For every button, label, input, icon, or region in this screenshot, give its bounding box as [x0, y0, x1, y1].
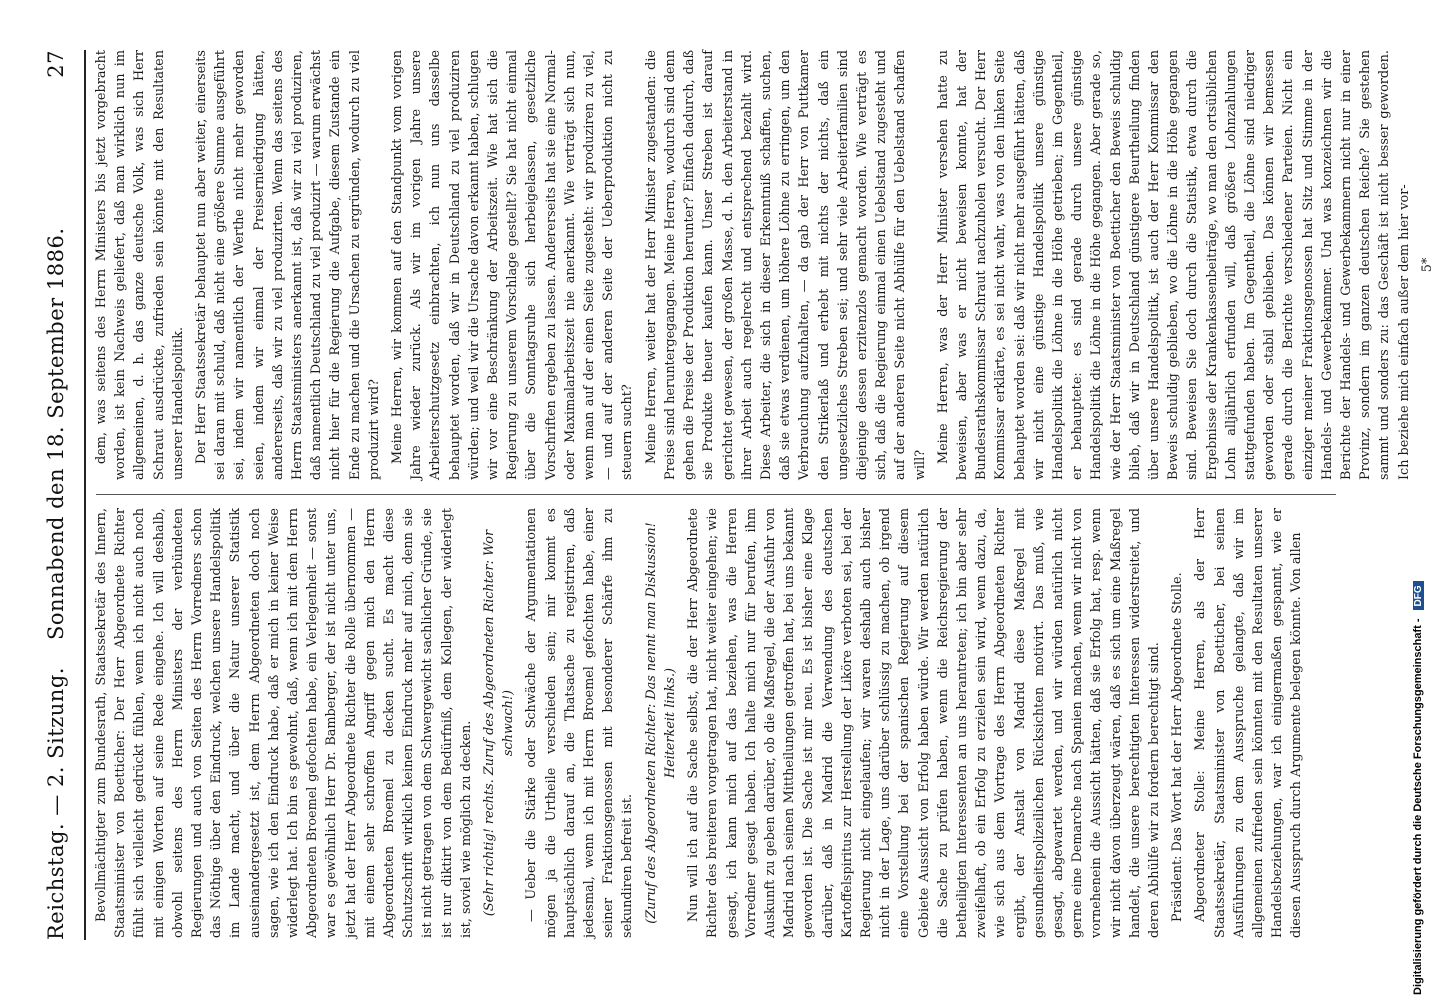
- paragraph-r4: Meine Herren, weiter hat der Herr Minister zugestanden: die Preise sind heruntergegangen. Meine Herren, wodurch sind denn gehen die Preise der Produktion herunter? Einfach dadurch, daß sie Produkte theuer kaufen kann. Unser Streben ist darauf gerichtet gewesen, der großen Masse, d. h. den Arbeiterstand in ihrer Arbeit auch regelrecht und entsprechend bezahlt wird. Diese Arbeiter, die sich in dieser Erkenntniß schaffen, suchen, daß sie etwas verdienen, um höhere Löhne zu erringen, um den Verbrauchung aufzuhalten, — da gab der Herr von Puttkamer den Strikerlaß und erhebt mit nichts der nichts, daß ein ungesetzliches Streben sei; und sehr viele Arbeiterfamilien sind diejenige dessen erzitenzlos gemacht worden. Wie verträgt es sich, daß die Regierung einmal einen Uebelstand zugesteht und auf der anderen Seite nicht Abhülfe für den Uebelstand schaffen will?: [643, 50, 928, 480]
- page-number: 27: [44, 50, 68, 78]
- paragraph-r5: Meine Herren, was der Herr Minister versehen hatte zu beweisen, aber was er nicht beweisen konnte, hat der Bundesrathskommissar Schraut nachzuholen versucht. Der Herr Kommissar erklärte, es sei nicht wahr, was von den linken Seite behauptet worden sei: daß wir nicht mehr ausgeführt hätten, daß wir nicht eine günstige Handelspolitik unsere günstige Handelspolitik die Löhne in die Höhe getrieben; im Gegentheil, er behauptete: es sind gerade durch unsere günstige Handelspolitik die Löhne in die Höhe gegangen. Aber gerade so, wie der Herr Staatsminister von Boetticher den Beweis schuldig blieb, daß wir in Deutschland günstigere Beurtheilung finden über unsere Handelspolitik, ist auch der Herr Kommissar den Beweis schuldig geblieben, wo die Löhne in die Höhe gegangen sind. Beweisen Sie doch durch die Statistik, etwa durch die Ergebnisse der Krankenkassenbeiträge, wo man den ortsüblichen Lohn alljährlich erfunden will, daß größere Lohnzahlungen stattgefunden haben. Im Gegentheil, die Löhne sind niedriger geworden oder stabil geblieben. Das können wir bemessen gerade durch die Berichte verschiedener Parteien. Nicht ein einziger meiner Fraktionsgenossen hat Sitz und Stimme in der Handels- und Gewerbekammer. Und was konzeichnen wir die Berichte der Handels- und Gewerbekammern nicht nur in einer Provinz, sondern im ganzen deutschen Reiche? Sie gestehen sammt und sonders zu: das Geschäft ist nicht besser geworden. Ich beziehe mich einfach außer dem hier vor-: [935, 50, 1412, 480]
- paragraph-madrid: Nun will ich auf die Sache selbst, die der Herr Abgeordnete Richter des breiteren vorgetragen hat, nicht weiter eingehen; wie gesagt, ich kann mich auf das beziehen, was die Herren Vorredner gesagt haben. Ich halte mich nur für berufen, ihm Auskunft zu geben darüber, ob die Maßregel, die der Ausfuhr von Madrid nach seinen Mittheilungen getroffen hat, bei uns bekannt geworden ist. Die Sache ist mir neu. Es ist bisher eine Klage darüber, daß in Madrid die Verwendung des deutschen Kartoffelspiritus zur Herstellung der Liköre verboten sei, bei der Regierung nicht eingelaufen; wir waren deshalb auch bisher nicht in der Lage, uns darüber schlüssig zu machen, ob irgend eine Vorstellung bei der spanischen Regierung auf diesem Gebiete Aussicht von Erfolg haben würde. Wir werden natürlich die Sache zu prüfen haben, wenn die Reichsregierung der betheiligten Interessenten an uns herantreten; ich bin aber sehr zweifelhaft, ob ein Erfolg zu erzielen sein wird, wenn dazu, da, wie sich aus dem Vortrage des Herrn Abgeordneten Richter ergibt, der Anstalt von Madrid diese Maßregel mit gesundheitspolizeilichen Rücksichten motivirt. Das muß, wie gesagt, abgewartet werden, und wir würden natürlich nicht gerne eine Demarche nach Spanien machen, wenn wir nicht von vornehenein die Aussicht hätten, daß sie Erfolg hat, resp. wenn wir nicht davon überzeugt wären, daß es sich um eine Maßregel handelt, die unsere berechtigten Interessen widerstreitet, und deren Abhülfe wir zu fordern berechtigt sind.: [686, 508, 1162, 938]
- paragraph-r3: Meine Herren, wir kommen auf den Standpunkt vom vorigen Jahre wieder zurück. Als wir im vorigen Jahre unsere Arbeiterschutzgesetz einbrachten, ich nun uns dasselbe behauptet worden, daß wir in Deutschland zu viel produziren würden; und weil wir die Ursache davon erkannt haben, schlugen wir vor eine Beschränkung der Arbeitszeit. Wie hat sich die Regierung zu unserem Vorschlage gestellt? Sie hat nicht einmal über die Sonntagsruhe sich herbeigelassen, gesetzliche Vorschriften ergeben zu lassen. Andererseits hat sie eine Normal- oder Maximalarbeitszeit nie anerkannt. Wie verträgt sich nun, wenn man auf der einen Seite zugesteht: wir produziren zu viel, — und auf der anderen Seite der Ueberproduktion nicht zu steuern sucht?: [390, 50, 636, 480]
- credit-text: [1412, 581, 1424, 995]
- paragraph-stolle: Abgeordneter Stolle: Meine Herren, als der Herr Staatssekretär, Staatsminister von Boetticher, bei seinen Ausführungen zu dem Ausspruche gelangte, daß wir im allgemeinen zufrieden sein könnten mit den Resultaten unserer Handelsbeziehungen, war ich einigermaßen gespannt, wie er diesen Ausspruch durch Argumente belegen könnte. Von allen: [1193, 508, 1305, 938]
- dfg-logo: DFG: [1413, 581, 1424, 610]
- paragraph-president: Präsident: Das Wort hat der Herr Abgeordnete Stolle.: [1170, 572, 1186, 922]
- header-session: Reichstag. — 2. Sitzung.: [44, 667, 68, 940]
- paragraph-boetticher: Bevollmächtigter zum Bundesrath, Staatssekretär des Innern, Staatsminister von Boetticher: Der Herr Abgeordnete Richter fühlt sich vielleicht gedrückt fühlen, wenn ich nicht auch noch mit einigen Worten auf seine Rede eingehe. Ich will deshalb, obwohl seitens des Herrn Ministers der verbündeten Regierungen und auch von Seiten des Herrn Vorredners schon das Nöthige über den Eindruck, welchen unsere Handelspolitik im Lande macht, und über die Natur unserer Statistik auseinandergesetzt ist, dem Herrn Abgeordneten doch noch sagen, wie ich den Eindruck habe, daß er mich in keiner Weise widerlegt hat. Ich bin es gewohnt, daß, wenn ich mit dem Herrn Abgeordneten Broemel gefochten habe, ein Verlegenheit — sonst war es gewöhnlich Herr Dr. Bamberger, der ist nicht unter uns, jetzt hat der Herr Abgeordnete Richter die Rolle übernommen — mit einem sehr schroffen Angriff gegen mich den Herrn Abgeordneten Broemel zu decken sucht. Es macht diese Schutzschrift wirklich keinen Eindruck mehr auf mich, denn sie ist nicht getragen von dem Schwergewicht sachlicher Gründe, sie ist nur diktirt von dem Bedürfniß, dem Kollegen, der widerlegt ist, soviel wie möglich zu decken.: [94, 508, 474, 938]
- paragraph-reply: — Ueber die Stärke oder Schwäche der Argumentationen mögen ja die Urtheile verschieden sein; mir kommt es hauptsächlich darauf an, die Thatsache zu registriren, daß jedesmal, wenn ich mit Herrn Broemel gefochten habe, einer seiner Fraktionsgenossen mit besonderer Schärfe ihm zu sekundiren befreit ist.: [524, 508, 636, 938]
- digitization-credit: [1408, 0, 1432, 1000]
- interjection-1: (Sehr richtig! rechts. Zuruf des Abgeordneten Richter: Wor schwach!): [482, 529, 517, 917]
- header-rule: [84, 50, 86, 940]
- credit-label: Digitalisierung gefördert durch die Deutsche Forschungsgemeinschaft -: [1412, 618, 1424, 995]
- paragraph-r1: dem, was seitens des Herrn Ministers bis jetzt vorgebracht worden, ist kein Nachweis geliefert, daß man wirklich nun im allgemeinen, d. h. das ganze deutsche Volk, was sich Herr Schraut ausdrückte, zufrieden sein könnte mit den Resultaten unserer Handelspolitik.: [94, 50, 186, 480]
- paragraph-r2: Der Herr Staatssekretär behauptet nun aber weiter, einerseits sei daran mit schuld, daß nicht eine größere Summe ausgeführt sei, indem wir namentlich der Werthe nicht mehr geworden seien, indem wir einmal der Preiserniedrigung hätten, andererseits, daß wir zu viel produzirten. Wenn das seitens des Herrn Staatsministers anerkannt ist, daß wir zu viel produziren, daß namentlich Deutschland zu viel produzirt — warum erwächst nicht hier für die Regierung die Aufgabe, diesem Zustande ein Ende zu machen und die Ursachen zu ergründen, wodurch zu viel produzirt wird?: [194, 50, 382, 480]
- page-header: [38, 50, 78, 940]
- interjection-2: (Zuruf des Abgeordneten Richter: Das nennt man Diskussion! Heiterkeit links.): [643, 522, 678, 924]
- right-column: [92, 50, 1435, 480]
- header-date: Sonnabend den 18. September 1886.: [44, 227, 68, 640]
- column-divider: [96, 494, 1336, 495]
- signature-mark: 5*: [1419, 257, 1435, 273]
- left-column: [92, 508, 1342, 938]
